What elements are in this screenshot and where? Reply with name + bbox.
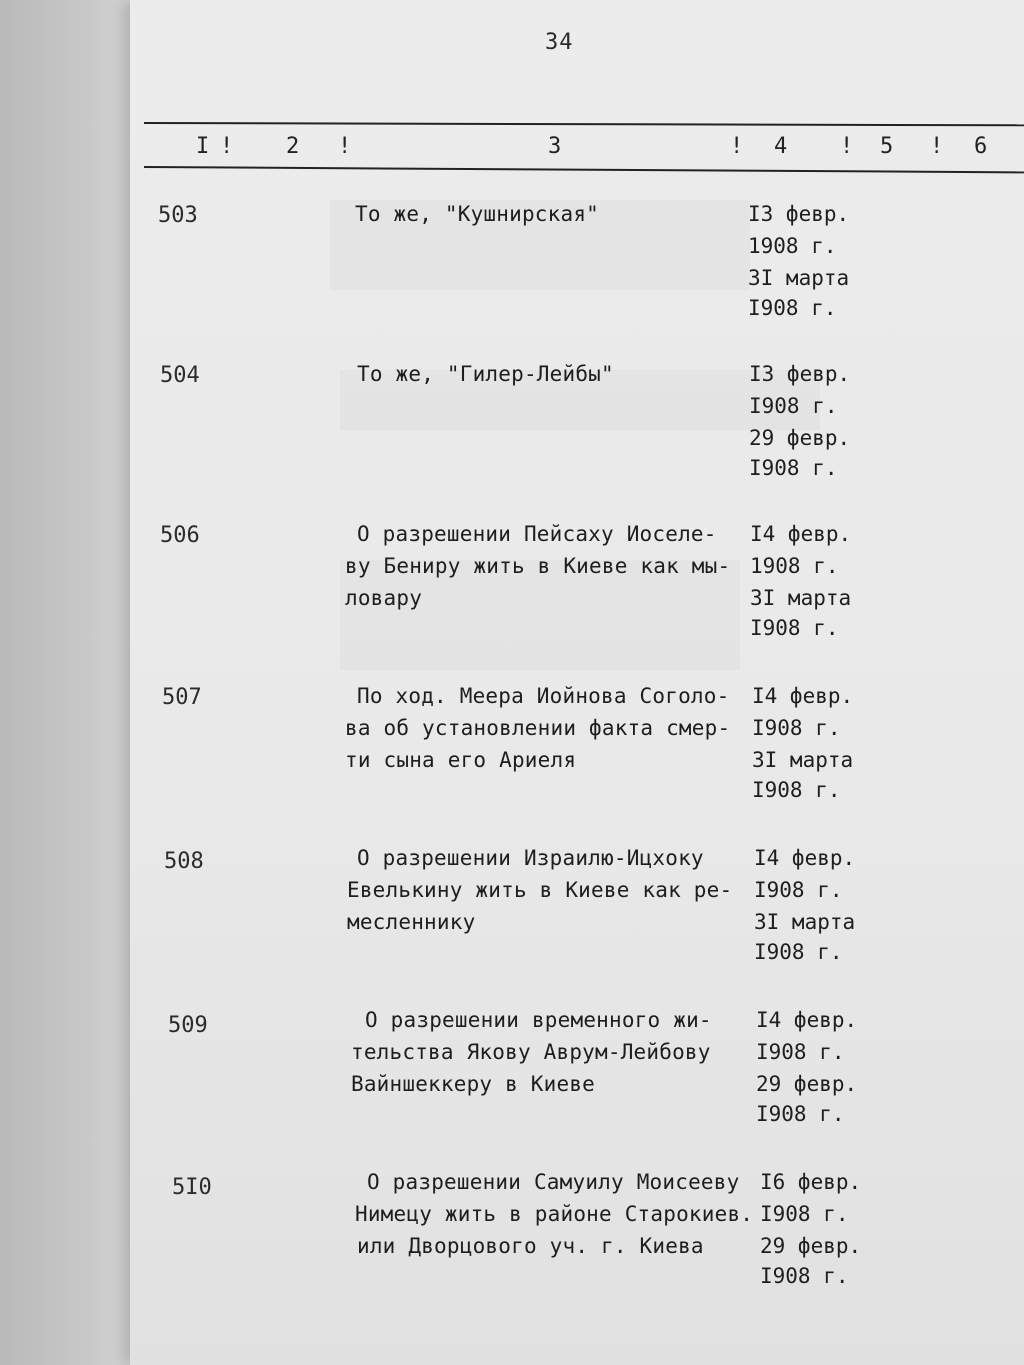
- col-head-4: 4: [774, 134, 788, 159]
- record-number: 509: [168, 1013, 208, 1038]
- record-description-line: О разрешении Самуилу Моисееву: [367, 1170, 740, 1194]
- record-date-line: I908 г.: [748, 296, 837, 320]
- record-date-line: I908 г.: [752, 778, 841, 802]
- record-date-line: I4 февр.: [756, 1008, 858, 1032]
- record-date-line: 29 февр.: [756, 1072, 858, 1096]
- col-separator: !: [220, 134, 234, 159]
- col-head-5: 5: [880, 134, 894, 159]
- record-description-line: О разрешении Пейсаху Иоселе-: [357, 522, 717, 546]
- table-header: [144, 122, 1024, 170]
- col-separator: !: [338, 134, 352, 159]
- col-head-6: 6: [974, 134, 988, 159]
- record-description-line: По ход. Меера Иойнова Соголо-: [357, 684, 730, 708]
- record-description-line: Нимецу жить в районе Старокиев.: [355, 1202, 754, 1226]
- record-date-line: I4 февр.: [750, 522, 852, 546]
- record-date-line: I908 г.: [760, 1202, 849, 1226]
- record-description-line: Евелькину жить в Киеве как ре-: [347, 878, 733, 902]
- record-date-line: I908 г.: [749, 456, 838, 480]
- record-description-line: О разрешении временного жи-: [365, 1008, 712, 1032]
- record-date-line: 1908 г.: [748, 234, 837, 258]
- record-date-line: I908 г.: [754, 940, 843, 964]
- record-date-line: 29 февр.: [749, 426, 851, 450]
- record-description-line: ву Бениру жить в Киеве как мы-: [345, 554, 731, 578]
- record-date-line: 3I марта: [752, 748, 854, 772]
- record-date-line: I4 февр.: [754, 846, 856, 870]
- record-date-line: I908 г.: [760, 1264, 849, 1288]
- record-date-line: 1908 г.: [750, 554, 839, 578]
- record-date-line: I4 февр.: [752, 684, 854, 708]
- record-date-line: 3I марта: [754, 910, 856, 934]
- col-head-3: 3: [548, 134, 562, 159]
- record-date-line: 29 февр.: [760, 1234, 862, 1258]
- underlying-page-edge: [0, 0, 150, 1365]
- col-separator: !: [840, 134, 854, 159]
- record-number: 506: [160, 523, 200, 548]
- record-description-line: ва об установлении факта смер-: [345, 716, 731, 740]
- record-date-line: I908 г.: [756, 1102, 845, 1126]
- record-description-line: ловару: [345, 586, 423, 610]
- record-date-line: I6 февр.: [760, 1170, 862, 1194]
- record-number: 508: [164, 849, 204, 874]
- record-date-line: 3I марта: [750, 586, 852, 610]
- record-date-line: 3I марта: [748, 266, 850, 290]
- record-description-line: месленнику: [347, 910, 476, 934]
- record-date-line: I908 г.: [752, 716, 841, 740]
- record-date-line: I908 г.: [754, 878, 843, 902]
- record-description-line: ти сына его Ариеля: [345, 748, 577, 772]
- col-head-2: 2: [286, 134, 300, 159]
- col-head-1: I: [196, 134, 210, 159]
- record-description-line: То же, "Кушнирская": [355, 202, 600, 226]
- record-description-line: или Дворцового уч. г. Киева: [357, 1234, 704, 1258]
- record-description-line: О разрешении Израилю-Ицхоку: [357, 846, 704, 870]
- record-description-line: тельства Якову Аврум-Лейбову: [351, 1040, 711, 1064]
- record-number: 503: [158, 203, 198, 228]
- record-date-line: I908 г.: [749, 394, 838, 418]
- record-date-line: I3 февр.: [748, 202, 850, 226]
- record-date-line: I908 г.: [750, 616, 839, 640]
- record-date-line: I3 февр.: [749, 362, 851, 386]
- page-number: 34: [545, 30, 574, 55]
- record-number: 504: [160, 363, 200, 388]
- col-separator: !: [930, 134, 944, 159]
- record-date-line: I908 г.: [756, 1040, 845, 1064]
- col-separator: !: [730, 134, 744, 159]
- record-number: 507: [162, 685, 202, 710]
- record-number: 5I0: [172, 1175, 212, 1200]
- record-description-line: То же, "Гилер-Лейбы": [357, 362, 614, 386]
- record-description-line: Вайншеккеру в Киеве: [351, 1072, 596, 1096]
- header-rule-top: [144, 122, 1024, 126]
